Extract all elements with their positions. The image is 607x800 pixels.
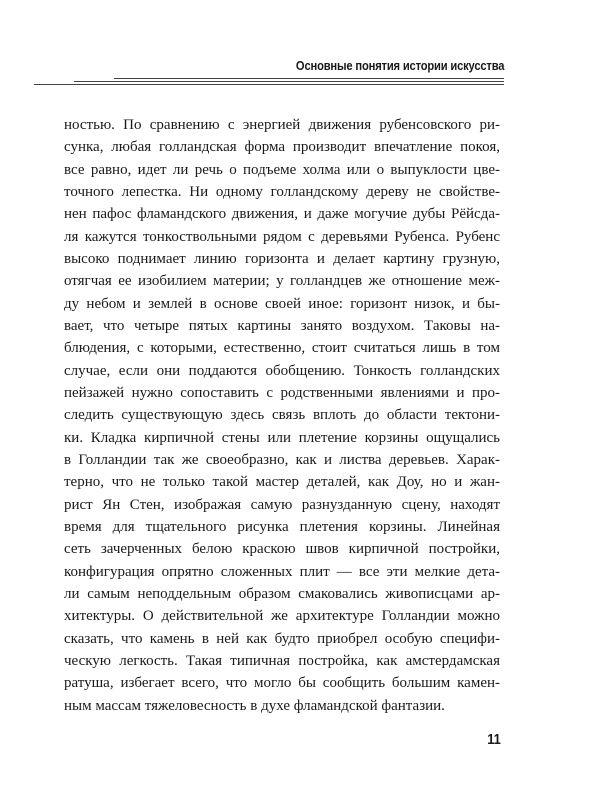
text-line: все равно, идет ли речь о подъеме холма или о выпуклости цве- — [64, 161, 500, 178]
header-rule — [34, 84, 504, 85]
header-rule — [74, 81, 504, 82]
text-line: пейзажей нужно сопоставить с родственными явлениями и про- — [64, 384, 500, 401]
text-line: высоко поднимает линию горизонта и делает картину грузную, — [64, 250, 500, 267]
text-line: нен пафос фламандского движения, и даже могучие дубы Рёйсда- — [64, 206, 500, 223]
text-line: терно, что не только такой мастер деталей, как Доу, но и жан- — [64, 474, 500, 491]
text-line: блюдения, с которыми, естественно, стоит считаться лишь в том — [64, 340, 500, 357]
text-line: ли самым неподдельным образом смаковались живописцами ар- — [64, 585, 500, 602]
text-line: случае, если они поддаются обобщению. Тонкость голландских — [64, 362, 500, 379]
text-line: ным массам тяжеловесность в духе фламандской фантазии. — [64, 697, 445, 714]
page-number: 11 — [487, 731, 501, 748]
text-line: ки. Кладка кирпичной стены или плетение корзины ощущались — [64, 429, 500, 446]
text-line: следить существующую здесь связь вплоть до области тектони- — [64, 407, 500, 424]
running-title: Основные понятия истории искусства — [295, 58, 504, 73]
text-line: ческую легкость. Такая типичная постройка, как амстердамская — [64, 652, 500, 669]
text-line: в Голландии так же своеобразно, как и листва деревьев. Харак- — [64, 451, 500, 468]
text-line: сеть зачерченных белою краскою швов кирпичной постройки, — [64, 541, 500, 558]
text-line: вает, что четыре пятых картины занято воздухом. Таковы на- — [64, 317, 500, 334]
text-line: точного лепестка. Ни одному голландскому дереву не свойстве- — [64, 183, 500, 200]
text-line: ностью. По сравнению с энергией движения рубенсовского ри- — [64, 117, 500, 133]
text-line: конфигурация опрятно сложенных плит — все эти мелкие дета- — [64, 563, 500, 580]
text-line: сказать, что камень в ней как будто приобрел особую специфи- — [64, 630, 500, 647]
text-line: отягчая ее изобилием материи; у голландцев же отношение меж- — [64, 273, 500, 290]
text-line: хитектуры. О действительной же архитектуре Голландии можно — [64, 608, 500, 625]
text-line: рист Ян Стен, изображая самую разнузданную сцену, находят — [64, 496, 500, 513]
text-line: время для тщательного рисунка плетения корзины. Линейная — [64, 518, 500, 535]
text-line: ратуша, избегает всего, что могло бы сообщить большим камен- — [64, 675, 500, 692]
text-line: ля кажутся тонкоствольными рядом с деревьями Рубенса. Рубенс — [64, 228, 500, 245]
text-line: сунка, любая голландская форма производит впечатление покоя, — [64, 139, 500, 156]
header-rule — [114, 78, 504, 79]
body-text — [64, 114, 500, 717]
text-line: ду небом и землей в основе своей иное: горизонт низок, и бы- — [64, 295, 500, 312]
